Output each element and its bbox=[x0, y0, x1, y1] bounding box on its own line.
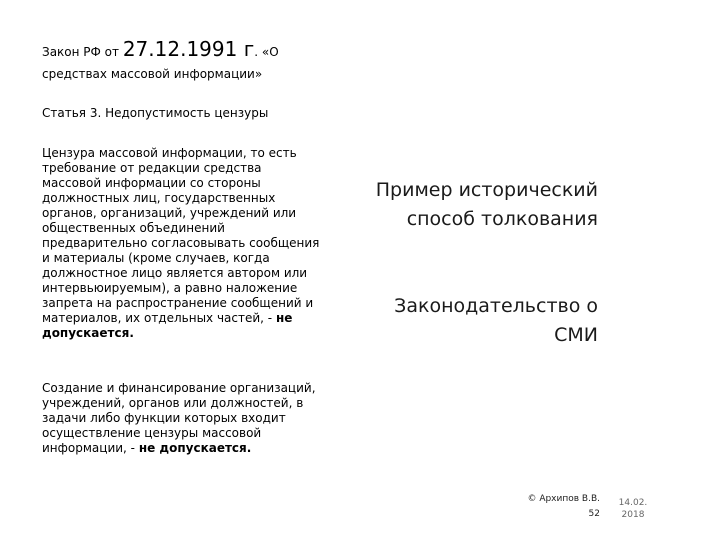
paragraph2-text: Создание и финансирование организаций, учреждений, органов или должностей, в задачи либо функции которых входит осуществление цензуры массовой информации, - bbox=[42, 381, 316, 455]
footer-date: 14.02. 2018 bbox=[618, 498, 648, 520]
footer-copyright bbox=[480, 492, 600, 522]
law-reference: Законодательство о СМИ bbox=[394, 295, 598, 346]
law-title bbox=[42, 38, 342, 85]
paragraph-censorship bbox=[42, 146, 322, 341]
paragraph-financing bbox=[42, 381, 332, 456]
law-title-date: 27.12.1991 г bbox=[122, 37, 255, 61]
article-heading: Статья 3. Недопустимость цензуры bbox=[42, 106, 269, 120]
law-title-prefix: Закон РФ от bbox=[42, 45, 123, 59]
law-title-line2: средствах массовой информации» bbox=[42, 67, 263, 81]
page-number: 52 bbox=[588, 509, 600, 519]
paragraph2-bold: не допускается. bbox=[138, 441, 252, 455]
paragraph1-bold: не допускается. bbox=[42, 311, 293, 340]
example-note: Пример исторический способ толкования bbox=[375, 179, 598, 230]
copyright-text: © Архипов В.В. bbox=[527, 494, 600, 504]
paragraph1-text: Цензура массовой информации, то есть требование от редакции средства массовой информации со стороны должностных лиц, государственных органов, организаций, учреждений или общественных объединений предварительно согласовывать сообщения и материалы (кроме случаев, когда должностное лицо является автором или интервьюируемым), а равно наложение запрета на распространение сообщений и материалов, их отдельных частей, - bbox=[42, 146, 320, 325]
law-title-suffix: . «О bbox=[254, 45, 279, 59]
